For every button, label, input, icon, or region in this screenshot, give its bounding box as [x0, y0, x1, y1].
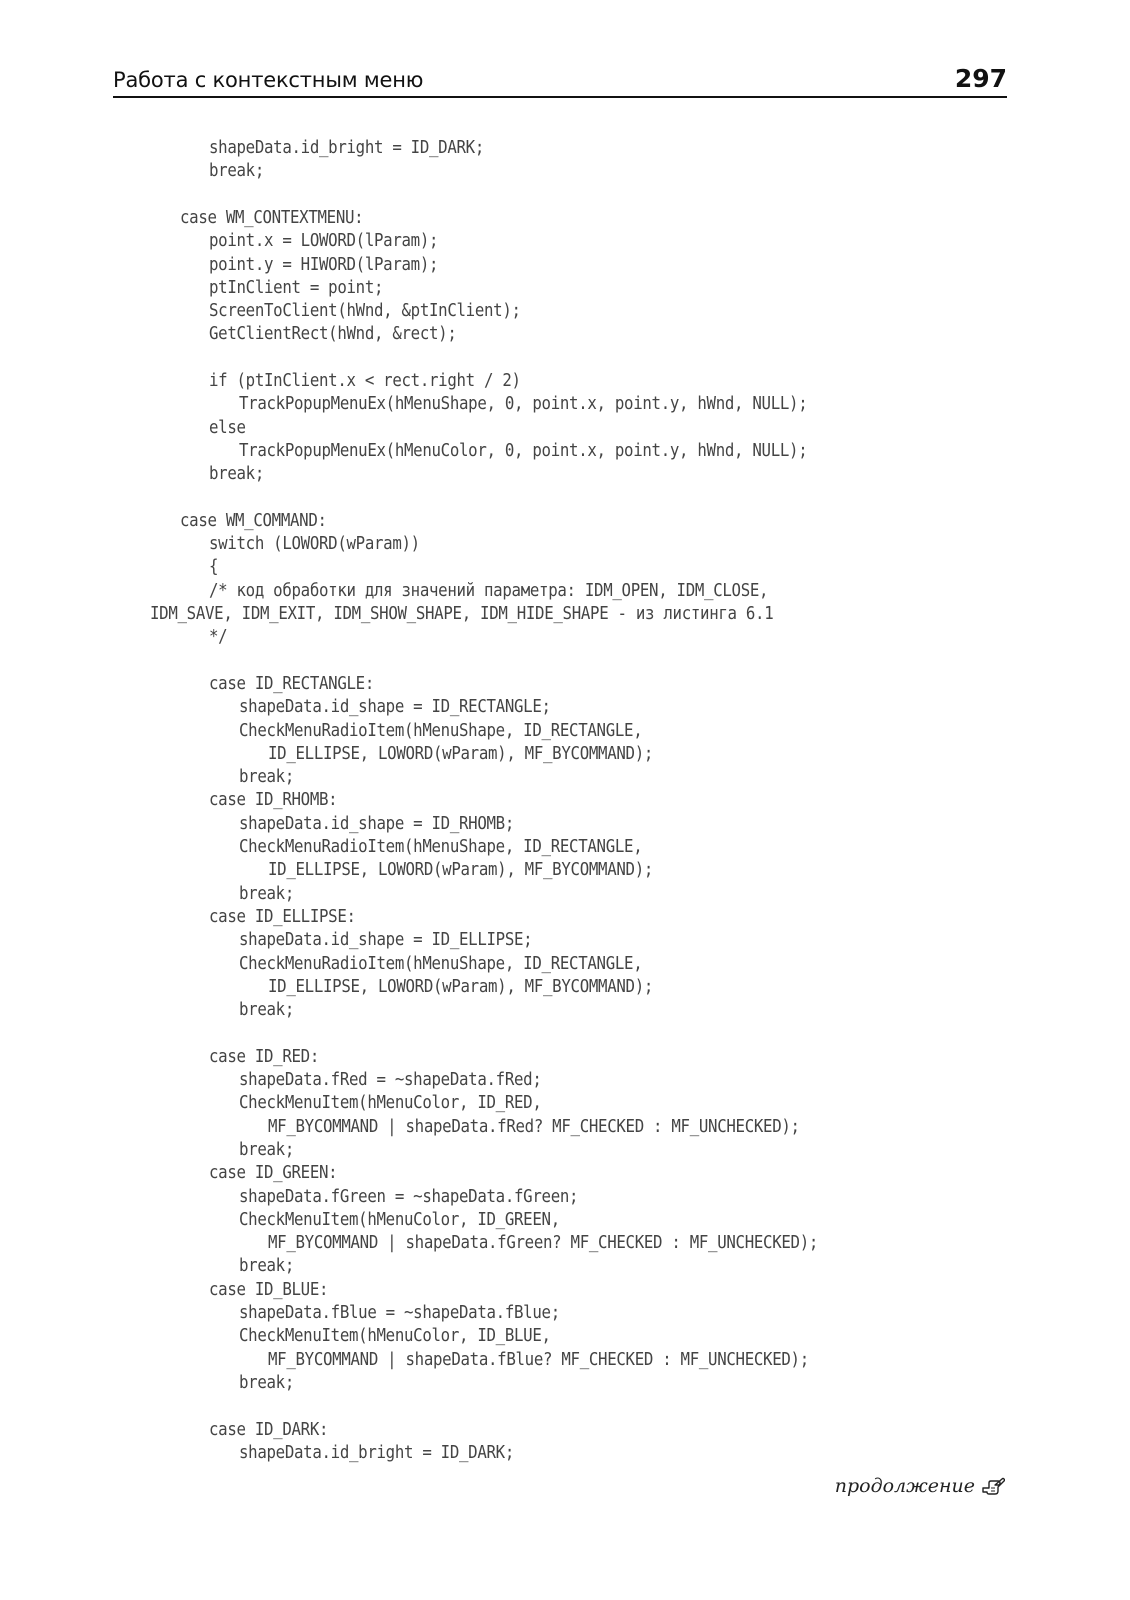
code-line: case ID_RHOMB:: [209, 790, 338, 811]
code-line: ID_ELLIPSE, LOWORD(wParam), MF_BYCOMMAND);: [268, 860, 654, 881]
code-line: break;: [239, 1000, 295, 1021]
code-line: TrackPopupMenuEx(hMenuColor, 0, point.x, point.y, hWnd, NULL);: [239, 440, 808, 461]
code-line: CheckMenuItem(hMenuColor, ID_RED,: [239, 1093, 542, 1114]
code-line: CheckMenuItem(hMenuColor, ID_GREEN,: [239, 1209, 560, 1230]
code-line: ID_ELLIPSE, LOWORD(wParam), MF_BYCOMMAND);: [268, 743, 654, 764]
code-line: CheckMenuRadioItem(hMenuShape, ID_RECTANGLE,: [239, 720, 643, 741]
code-line: case ID_DARK:: [209, 1419, 329, 1440]
code-line: point.y = HIWORD(lParam);: [209, 254, 439, 275]
code-line: case ID_BLUE:: [209, 1279, 329, 1300]
code-line: shapeData.id_shape = ID_ELLIPSE;: [239, 930, 533, 951]
code-line: ScreenToClient(hWnd, &ptInClient);: [209, 301, 521, 322]
code-line: IDM_SAVE, IDM_EXIT, IDM_SHOW_SHAPE, IDM_HIDE_SHAPE - из листинга 6.1: [150, 604, 774, 624]
code-line: shapeData.id_bright = ID_DARK;: [209, 138, 485, 158]
code-line: if (ptInClient.x < rect.right / 2): [209, 371, 521, 391]
code-line: shapeData.id_shape = ID_RECTANGLE;: [239, 697, 551, 718]
code-line: GetClientRect(hWnd, &rect);: [209, 324, 457, 345]
page-header: [113, 58, 1007, 98]
code-line: MF_BYCOMMAND | shapeData.fRed? MF_CHECKED : MF_UNCHECKED);: [268, 1116, 800, 1137]
code-line: CheckMenuRadioItem(hMenuShape, ID_RECTANGLE,: [239, 837, 643, 857]
code-line: MF_BYCOMMAND | shapeData.fBlue? MF_CHECKED : MF_UNCHECKED);: [268, 1349, 809, 1370]
code-line: CheckMenuRadioItem(hMenuShape, ID_RECTANGLE,: [239, 953, 643, 974]
code-line: shapeData.id_shape = ID_RHOMB;: [239, 813, 515, 834]
code-listing: [0, 136, 1130, 1496]
code-line: else: [209, 417, 246, 438]
code-line: {: [209, 557, 219, 578]
code-line: shapeData.id_bright = ID_DARK;: [239, 1442, 515, 1463]
code-line: case WM_COMMAND:: [180, 510, 327, 531]
code-line: break;: [239, 1372, 295, 1393]
code-line: case WM_CONTEXTMENU:: [180, 207, 364, 228]
code-line: case ID_GREEN:: [209, 1163, 338, 1184]
code-line: break;: [239, 883, 295, 904]
code-line: break;: [209, 464, 265, 485]
code-line: ID_ELLIPSE, LOWORD(wParam), MF_BYCOMMAND);: [268, 976, 654, 997]
code-line: switch (LOWORD(wParam)): [209, 534, 420, 555]
code-line: /* код обработки для значений параметра: IDM_OPEN, IDM_CLOSE,: [209, 580, 769, 601]
code-line: CheckMenuItem(hMenuColor, ID_BLUE,: [239, 1326, 551, 1347]
code-line: case ID_RECTANGLE:: [209, 673, 375, 694]
code-line: ptInClient = point;: [209, 277, 384, 298]
code-line: break;: [209, 161, 265, 182]
code-line: */: [209, 627, 228, 648]
code-line: point.x = LOWORD(lParam);: [209, 231, 439, 252]
page-number: 297: [954, 64, 1007, 93]
code-line: shapeData.fGreen = ~shapeData.fGreen;: [239, 1186, 579, 1207]
code-line: case ID_RED:: [209, 1046, 320, 1067]
code-line: MF_BYCOMMAND | shapeData.fGreen? MF_CHECKED : MF_UNCHECKED);: [268, 1233, 819, 1254]
pointing-hand-icon: [981, 1476, 1005, 1496]
code-line: case ID_ELLIPSE:: [209, 906, 356, 927]
running-head: Работа с контекстным меню: [113, 68, 424, 92]
code-line: shapeData.fBlue = ~shapeData.fBlue;: [239, 1303, 560, 1323]
continued-label: продолжение: [834, 1475, 975, 1497]
continued-note: [835, 1475, 1005, 1497]
code-line: break;: [239, 1139, 295, 1160]
code-line: break;: [239, 767, 295, 788]
code-line: TrackPopupMenuEx(hMenuShape, 0, point.x, point.y, hWnd, NULL);: [239, 394, 808, 415]
code-line: shapeData.fRed = ~shapeData.fRed;: [239, 1070, 542, 1090]
code-line: break;: [239, 1256, 295, 1277]
